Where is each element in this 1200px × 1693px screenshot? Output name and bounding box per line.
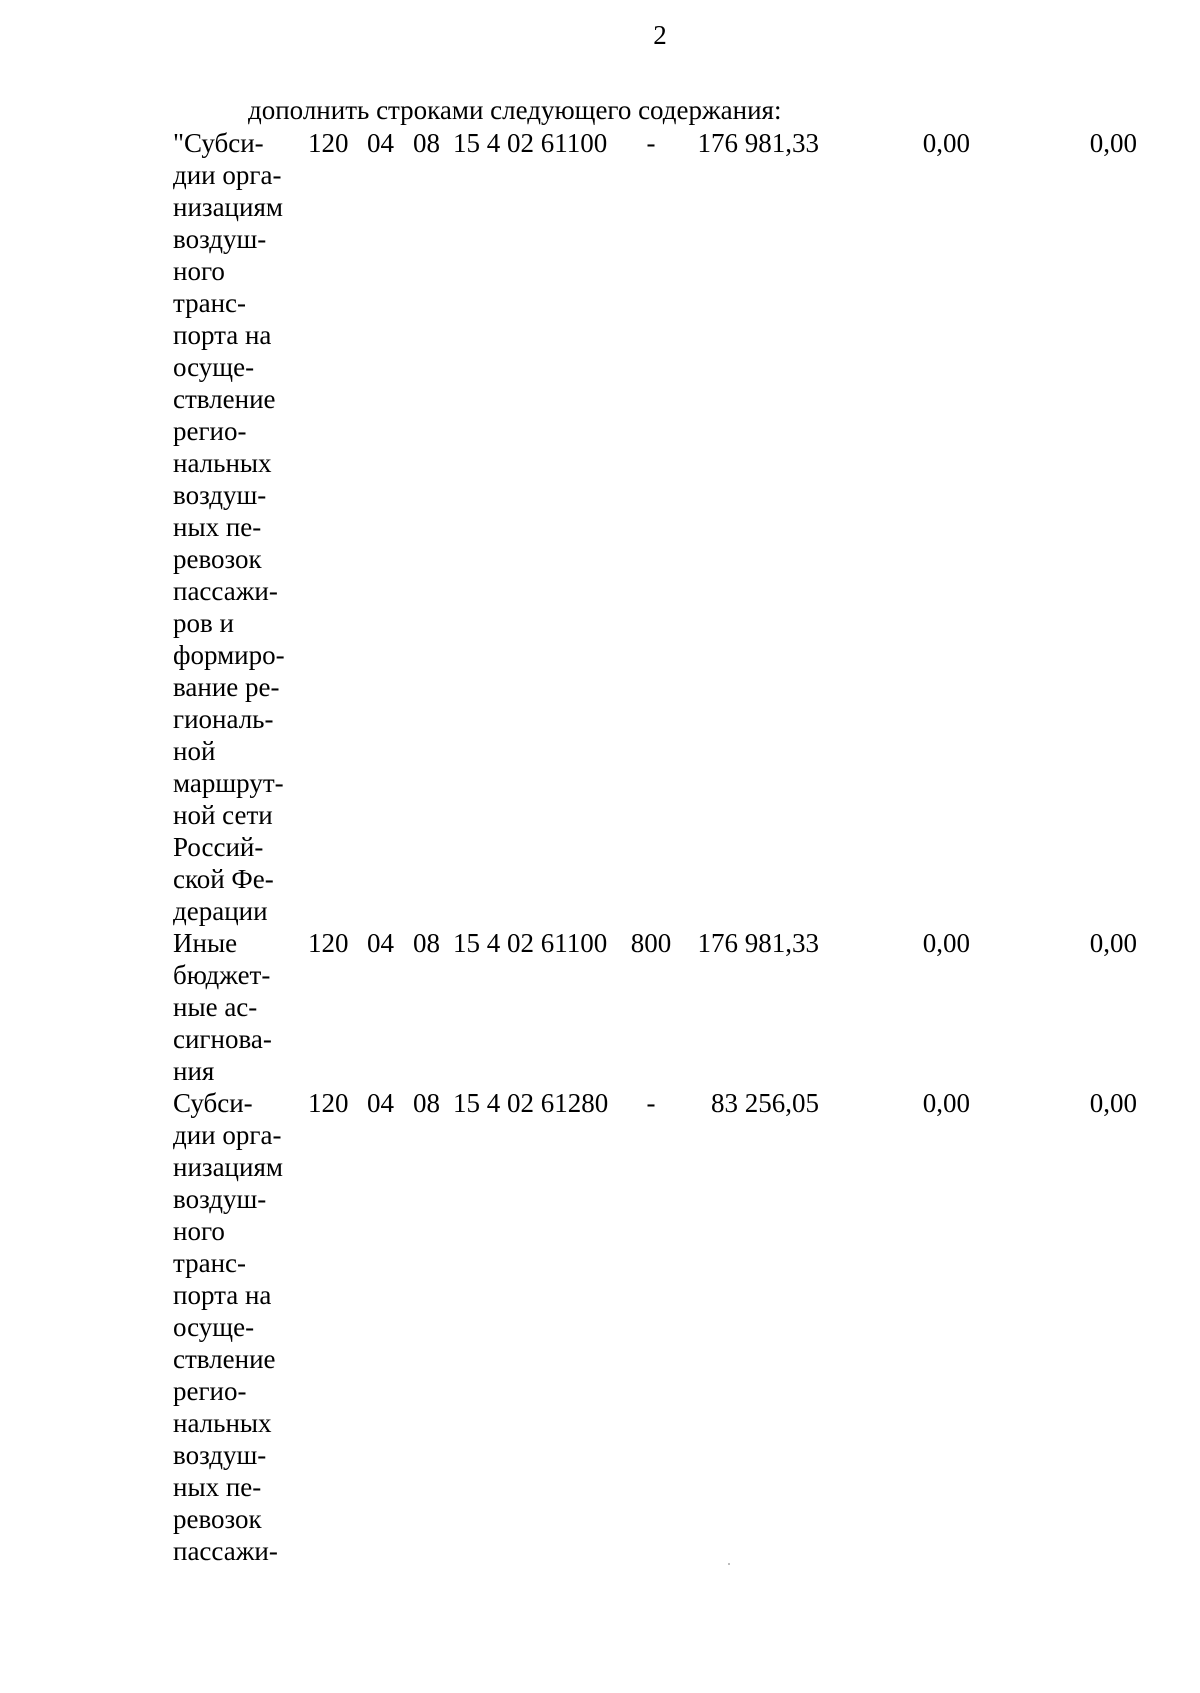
intro-text: дополнить строками следующего содержания: [248, 95, 782, 125]
scan-speck [728, 1563, 730, 1565]
subsection-code: 08 [413, 1088, 440, 1118]
amount-year1: 83 256,05 [711, 1088, 819, 1118]
amount-year3: 0,00 [1089, 928, 1137, 958]
amount-year1: 176 981,33 [697, 928, 819, 958]
row-name: Субси- дии орга- низациям воздуш- ного транс- порта на осуще- ствление регио- нальных воздуш- ных пе- ревозок пассажи- [173, 1088, 283, 1566]
amount-year2: 0,00 [922, 928, 970, 958]
section-code: 04 [367, 1088, 394, 1118]
ministry-code: 120 [308, 1088, 349, 1118]
target-code: 15 4 02 61100 [453, 928, 608, 958]
section-code: 04 [367, 928, 394, 958]
amount-year3: 0,00 [1089, 1088, 1137, 1118]
expense-type-code: - [646, 1088, 656, 1118]
row-name: Иные бюджет- ные ас- сигнова- ния [173, 928, 272, 1086]
section-code: 04 [367, 128, 394, 158]
amount-year2: 0,00 [922, 128, 970, 158]
amount-year1: 176 981,33 [697, 128, 819, 158]
ministry-code: 120 [308, 928, 349, 958]
amount-year2: 0,00 [922, 1088, 970, 1118]
target-code: 15 4 02 61280 [453, 1088, 609, 1118]
subsection-code: 08 [413, 128, 440, 158]
subsection-code: 08 [413, 928, 440, 958]
page-number: 2 [653, 20, 667, 50]
ministry-code: 120 [308, 128, 349, 158]
amount-year3: 0,00 [1089, 128, 1137, 158]
expense-type-code: - [646, 128, 656, 158]
expense-type-code: 800 [630, 928, 672, 958]
target-code: 15 4 02 61100 [453, 128, 608, 158]
row-name: "Субси- дии орга- низациям воздуш- ного транс- порта на осуще- ствление регио- нальных воздуш- ных пе- ревозок пассажи- ров и формиро- вание ре- гиональ- ной маршрут- ной сети Россий- ской Фе- дерации [173, 128, 285, 926]
